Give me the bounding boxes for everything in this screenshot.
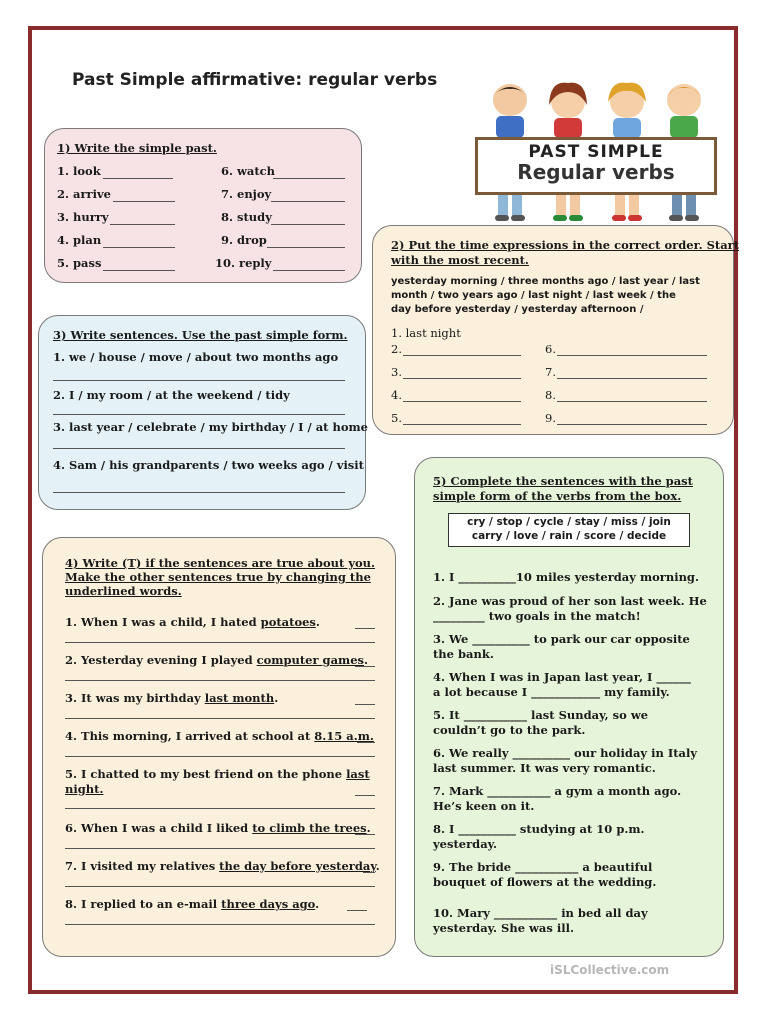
ex5-item: 2. Jane was proud of her son last week. He — [433, 594, 707, 608]
ex4-item: 2. Yesterday evening I played computer games. — [65, 653, 369, 667]
worksheet-title: Past Simple affirmative: regular verbs — [72, 70, 438, 90]
watermark: iSLCollective.com — [550, 963, 670, 977]
ex1-item: 3. hurry — [57, 210, 109, 224]
ex1-item: 6. watch — [221, 164, 276, 178]
ex5-item: 9. The bride ___________ a beautiful — [433, 860, 653, 874]
ex2-slot: 8. — [545, 388, 556, 402]
ex2-slot: 9. — [545, 411, 556, 425]
ex5-item: last summer. It was very romantic. — [433, 761, 656, 775]
time-expressions: day before yesterday / yesterday afternoon / — [391, 304, 644, 315]
ex3-item: 1. we / house / move / about two months ago — [53, 350, 339, 364]
ex5-item: 1. I __________10 miles yesterday morning. — [433, 570, 699, 584]
ex4-item: 5. I chatted to my best friend on the phone last — [65, 767, 370, 781]
ex1-item: 8. study — [221, 210, 272, 224]
exercise-4-heading: underlined words. — [65, 584, 182, 598]
ex5-item: couldn’t go to the park. — [433, 723, 586, 737]
ex5-item: 6. We really __________ our holiday in Italy — [433, 746, 698, 760]
exercise-5-heading: simple form of the verbs from the box. — [433, 489, 682, 503]
ex1-item: 2. arrive — [57, 187, 111, 201]
ex4-item: 8. I replied to an e-mail three days ago. — [65, 897, 320, 911]
ex2-slot: 6. — [545, 342, 556, 356]
ex1-item: 1. look — [57, 164, 101, 178]
exercise-4-heading: Make the other sentences true by changing the — [65, 570, 371, 584]
verb-box-line2: carry / love / rain / score / decide — [471, 529, 667, 542]
exercise-5-heading: 5) Complete the sentences with the past — [433, 474, 693, 488]
ex2-slot: 7. — [545, 365, 556, 379]
ex3-item: 3. last year / celebrate / my birthday / I / at home — [53, 420, 368, 434]
past-simple-sign — [475, 137, 717, 195]
ex3-item: 4. Sam / his grandparents / two weeks ago / visit — [53, 458, 364, 472]
ex5-item: 8. I __________ studying at 10 p.m. — [433, 822, 645, 836]
sign-line2: Regular verbs — [517, 160, 675, 184]
ex5-item: 5. It ___________ last Sunday, so we — [433, 708, 649, 722]
ex1-item: 4. plan — [57, 233, 102, 247]
exercise-2-heading: 2) Put the time expressions in the correct order. Start — [391, 238, 740, 252]
verb-word-box — [448, 513, 690, 547]
ex1-item: 7. enjoy — [221, 187, 272, 201]
ex1-item: 10. reply — [215, 256, 272, 270]
ex4-item: 1. When I was a child, I hated potatoes. — [65, 615, 320, 629]
ex4-item: 3. It was my birthday last month. — [65, 691, 279, 705]
ex4-item: 6. When I was a child I liked to climb the trees. — [65, 821, 371, 835]
exercise-3-box — [38, 315, 366, 510]
ex2-first: 1. last night — [391, 326, 461, 340]
exercise-2-heading: with the most recent. — [391, 253, 529, 267]
ex5-item: yesterday. She was ill. — [433, 921, 574, 935]
ex5-item: bouquet of flowers at the wedding. — [433, 875, 657, 889]
ex2-slot: 5. — [391, 411, 402, 425]
ex1-item: 9. drop — [221, 233, 267, 247]
ex5-item: the bank. — [433, 647, 494, 661]
ex5-item: a lot because I ____________ my family. — [433, 685, 670, 699]
ex4-item: 7. I visited my relatives the day before yesterday. — [65, 859, 380, 873]
exercise-2-box — [372, 225, 740, 435]
exercise-4-box — [42, 537, 396, 957]
ex5-item: _________ two goals in the match! — [433, 609, 641, 623]
ex2-slot: 2. — [391, 342, 402, 356]
verb-box-line1: cry / stop / cycle / stay / miss / join — [467, 516, 671, 528]
exercise-4-heading: 4) Write (T) if the sentences are true about you. — [65, 556, 376, 570]
ex5-item: 3. We __________ to park our car opposite — [433, 632, 690, 646]
ex2-slot: 4. — [391, 388, 402, 402]
sign-line1: PAST SIMPLE — [528, 142, 664, 162]
ex5-item: 4. When I was in Japan last year, I ______ — [433, 670, 691, 684]
ex4-item-cont: night. — [65, 782, 104, 796]
ex5-item: 10. Mary ___________ in bed all day — [433, 906, 648, 920]
exercise-1-heading: 1) Write the simple past. — [57, 141, 217, 155]
exercise-3-heading: 3) Write sentences. Use the past simple form. — [53, 328, 348, 342]
time-expressions: yesterday morning / three months ago / last year / last — [391, 276, 700, 287]
ex4-item: 4. This morning, I arrived at school at 8.15 a.m. — [65, 729, 374, 743]
ex1-item: 5. pass — [57, 256, 102, 270]
time-expressions: month / two years ago / last night / last week / the — [391, 290, 676, 301]
ex5-item: yesterday. — [433, 837, 498, 851]
ex2-slot: 3. — [391, 365, 402, 379]
ex3-item: 2. I / my room / at the weekend / tidy — [53, 388, 290, 402]
exercise-1-box — [44, 128, 362, 283]
ex5-item: He’s keen on it. — [433, 799, 535, 813]
ex5-item: 7. Mark ___________ a gym a month ago. — [433, 784, 682, 798]
